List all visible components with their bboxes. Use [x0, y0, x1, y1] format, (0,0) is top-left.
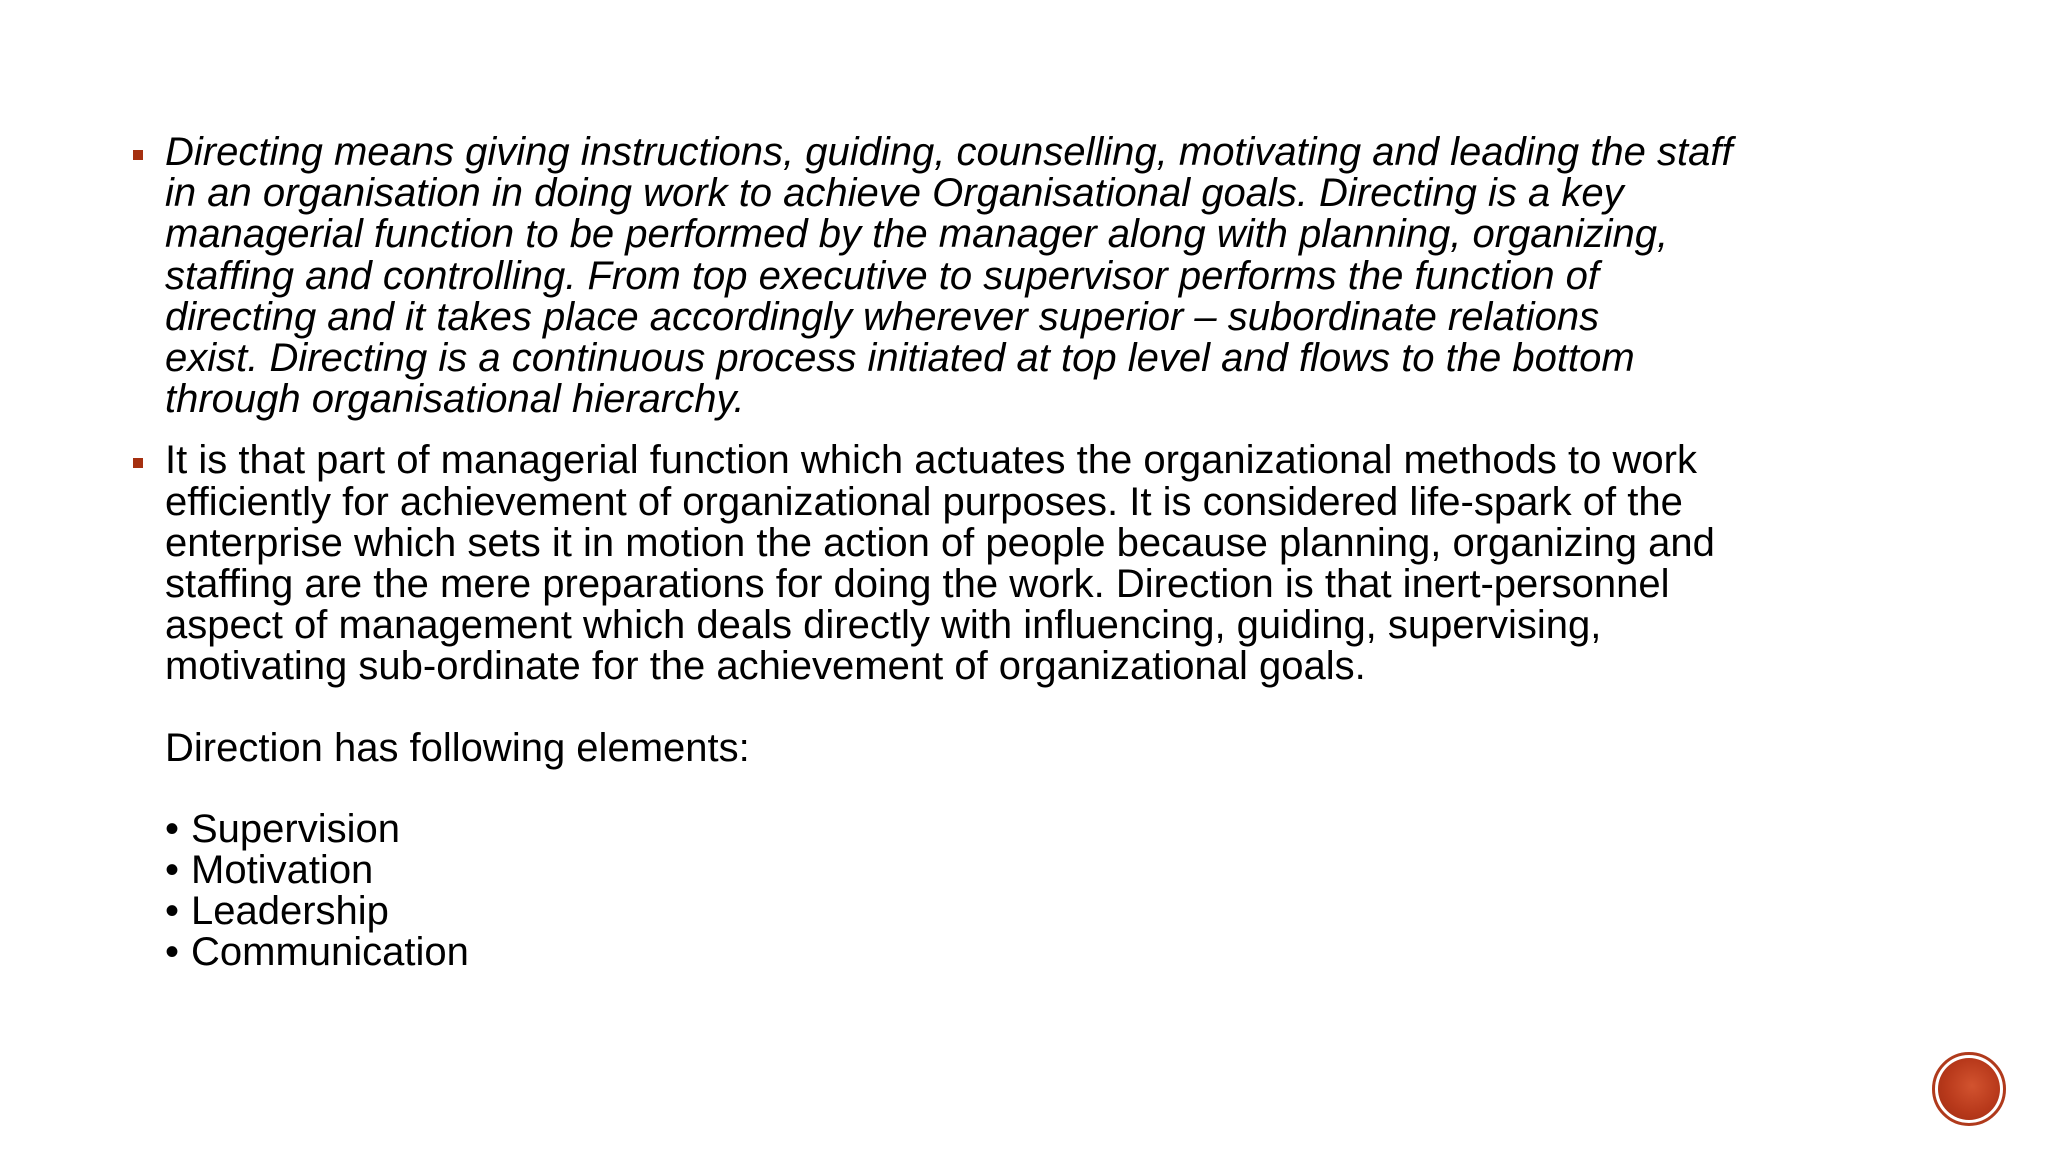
element-label: Communication	[191, 930, 469, 975]
bullet-text: It is that part of managerial function which actuates the organizational methods to work efficiently for achievement of organizational purposes. It is considered life-spark of the enterprise which sets it in motion the action of people because planning, organizing and staffing are the mere preparations for doing the work. Direction is that inert-personnel aspect of management which deals directly with influencing, guiding, supervising, motivating sub-ordinate for the achievement of organizational goals.	[165, 438, 1715, 689]
element-label: Motivation	[191, 848, 374, 893]
bullet-item-directing-definition	[133, 132, 1893, 420]
bullet-item-managerial-function	[133, 440, 1893, 973]
square-bullet-icon	[133, 150, 143, 160]
element-label: Leadership	[191, 889, 389, 934]
elements-heading: Direction has following elements:	[165, 725, 750, 770]
dot-bullet-icon: •	[165, 806, 180, 851]
slide-logo-circle-icon[interactable]	[1932, 1052, 2006, 1126]
element-label: Supervision	[191, 806, 401, 851]
elements-list	[165, 806, 1893, 975]
logo-fill	[1938, 1058, 2000, 1120]
slide-content	[133, 132, 1893, 994]
list-item	[165, 806, 1893, 851]
list-item	[165, 932, 1893, 973]
list-item	[165, 891, 1893, 932]
bullet-text: Directing means giving instructions, guiding, counselling, motivating and leading the staff in an organisation in doing work to achieve Organisational goals. Directing is a key managerial function to be performed by the manager along with planning, organizing, staffing and controlling. From top executive to supervisor performs the function of directing and it takes place accordingly wherever superior – subordinate relations exist. Directing is a continuous process initiated at top level and flows to the bottom through organisational hierarchy.	[165, 130, 1733, 422]
dot-bullet-icon: •	[165, 930, 180, 975]
dot-bullet-icon: •	[165, 889, 180, 934]
square-bullet-icon	[133, 458, 143, 468]
list-item	[165, 850, 1893, 891]
dot-bullet-icon: •	[165, 848, 180, 893]
